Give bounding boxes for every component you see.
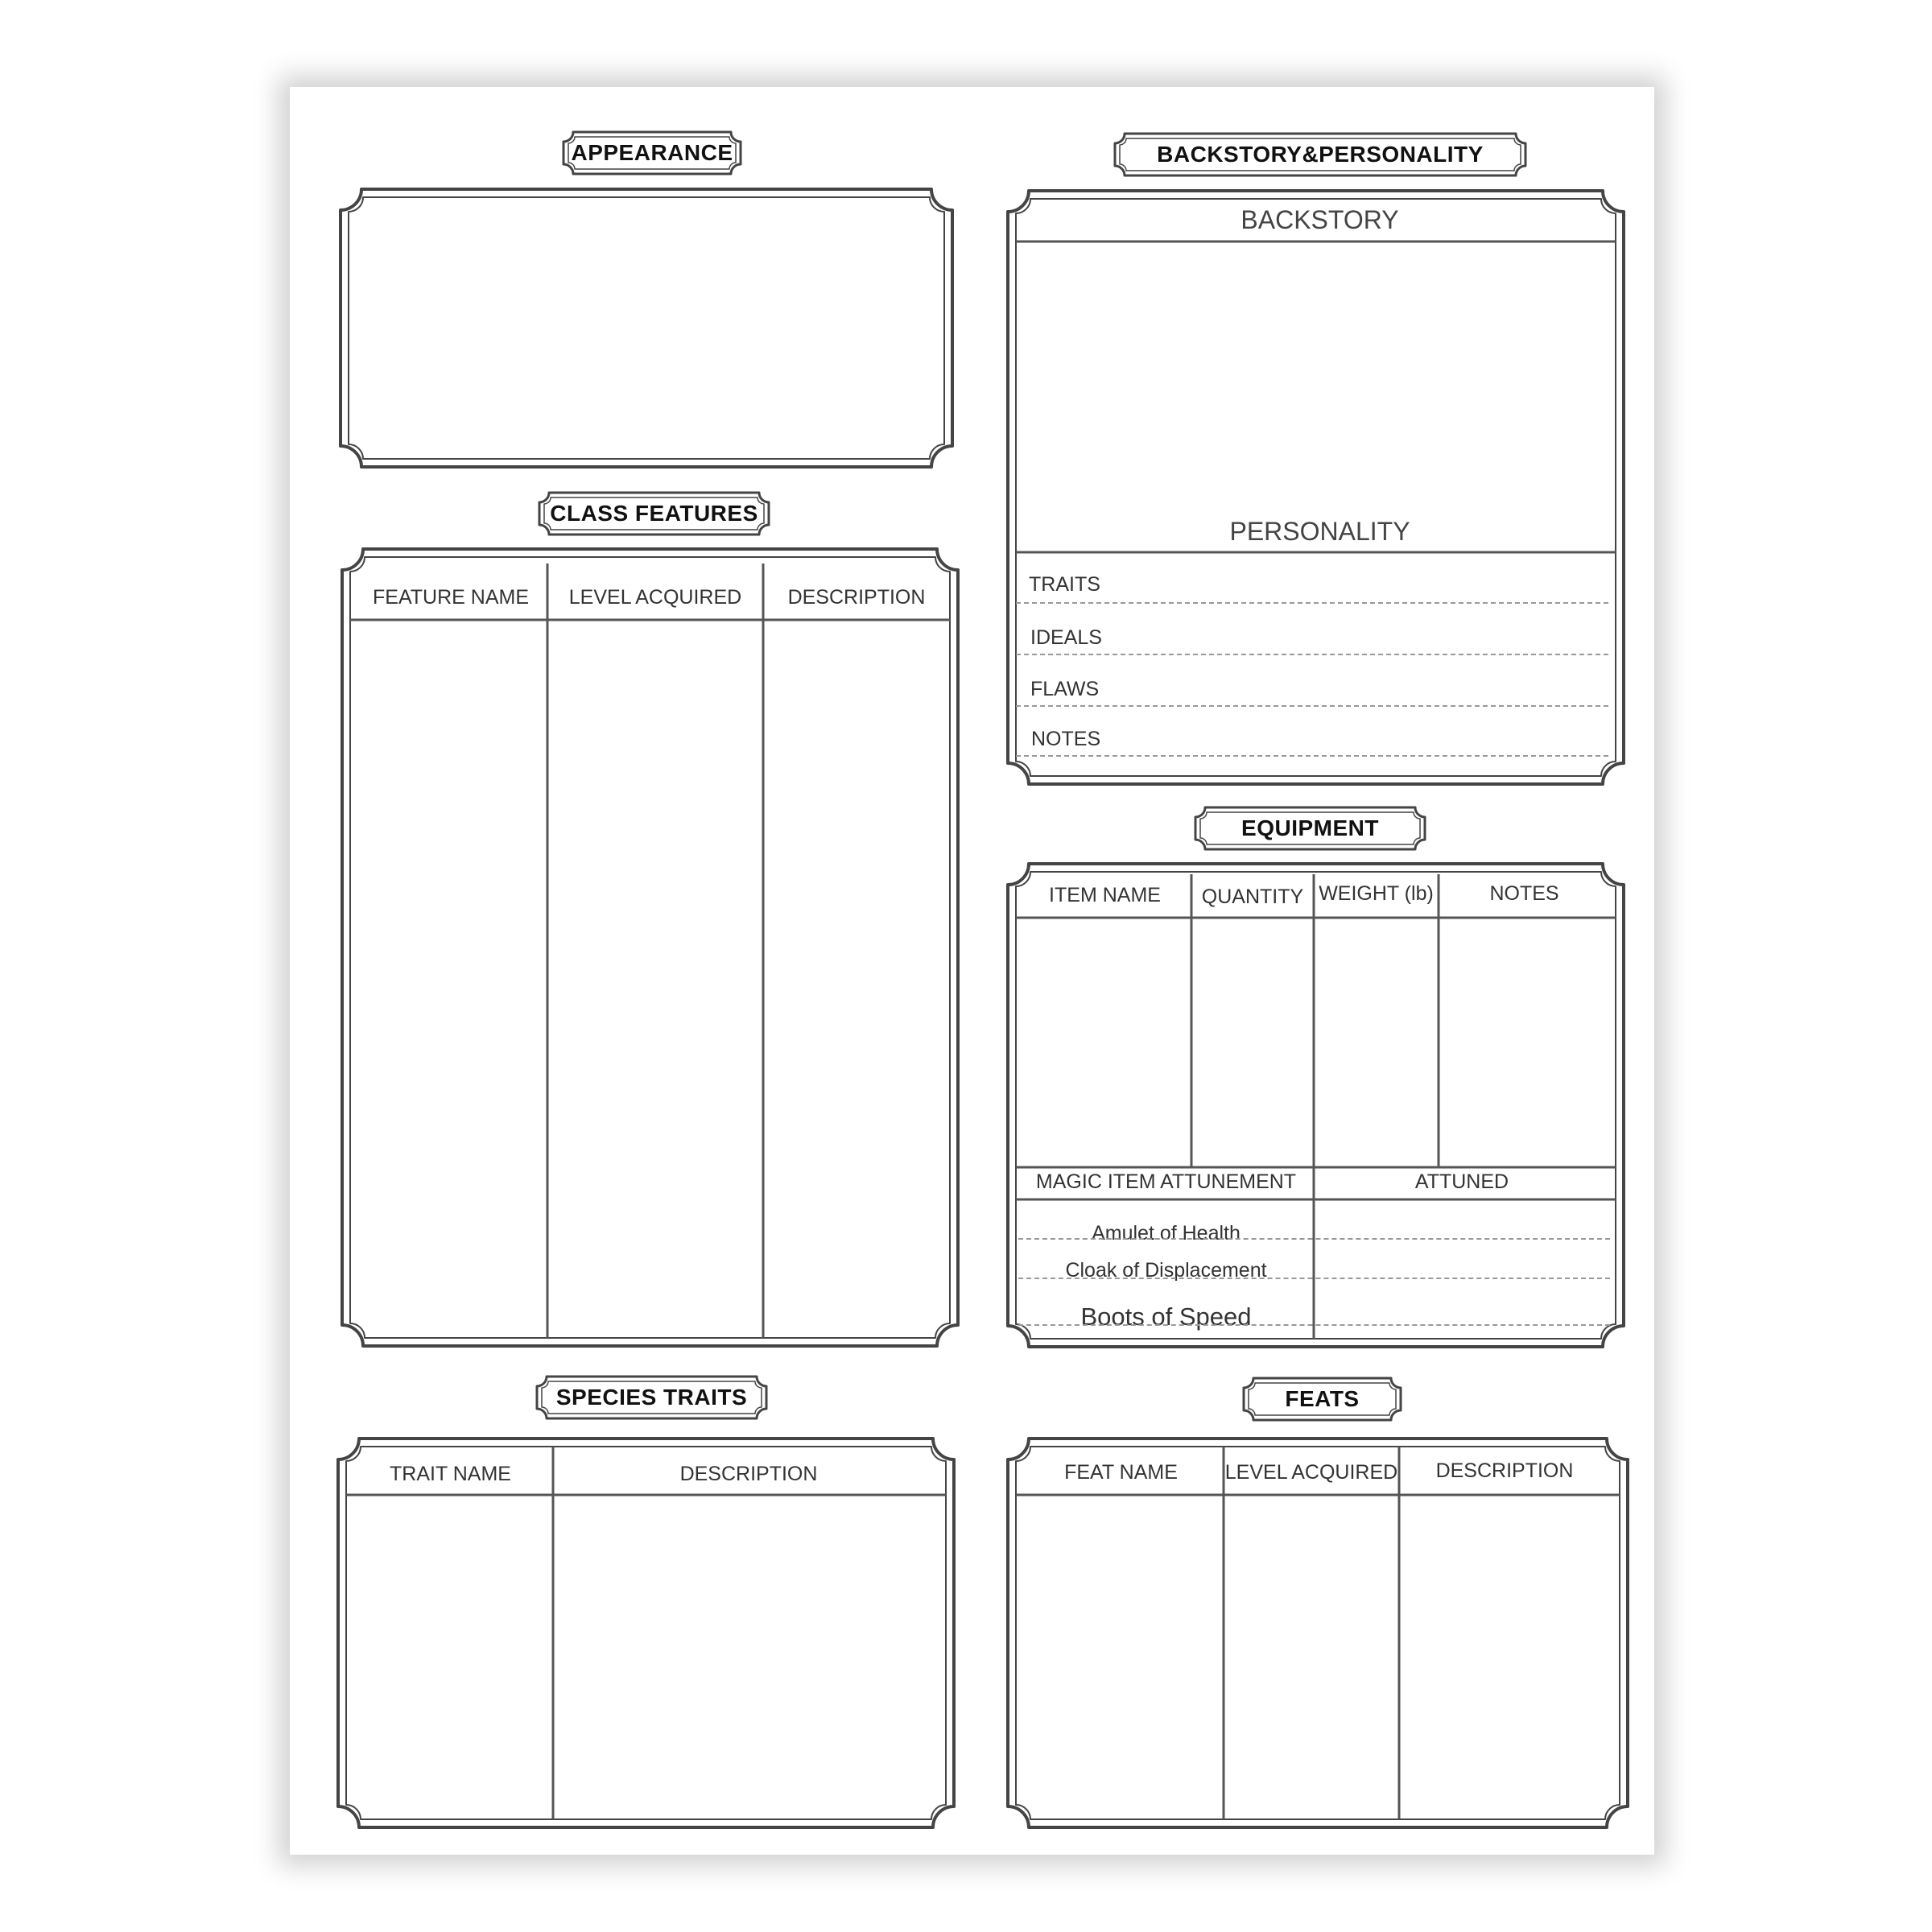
- equipment-col-quantity: QUANTITY: [1201, 885, 1304, 908]
- ideals-label: IDEALS: [1030, 626, 1102, 649]
- class-features-col-description: DESCRIPTION: [787, 585, 926, 609]
- flaws-line: [1016, 705, 1608, 707]
- class-features-col-level-acquired: LEVEL ACQUIRED: [568, 585, 742, 609]
- appearance-title: APPEARANCE: [571, 140, 733, 165]
- feats-col-feat-name: FEAT NAME: [1064, 1460, 1178, 1484]
- ideals-line: [1016, 654, 1608, 655]
- backstory-personality-title: BACKSTORY&PERSONALITY: [1157, 142, 1484, 167]
- flaws-label: FLAWS: [1030, 678, 1100, 700]
- species-traits-frame-outer: [338, 1439, 954, 1827]
- class-features-frame-outer: [342, 549, 958, 1346]
- class-features-frame-inner: [350, 557, 950, 1338]
- magic-item-attunement-header: MAGIC ITEM ATTUNEMENT: [1035, 1170, 1297, 1193]
- feats-frame-outer: [1008, 1439, 1628, 1827]
- feats-title: FEATS: [1285, 1386, 1360, 1411]
- attuned-header: ATTUNED: [1414, 1170, 1509, 1193]
- notes-line: [1016, 755, 1608, 757]
- magic-item-boots-of-speed: Boots of Speed: [1080, 1302, 1252, 1331]
- feats-col-level-acquired: LEVEL ACQUIRED: [1224, 1460, 1398, 1484]
- equipment-col-item-name: ITEM NAME: [1049, 883, 1161, 906]
- attune-line-1: [1018, 1238, 1610, 1240]
- equipment-title: EQUIPMENT: [1241, 815, 1379, 840]
- feats-col-description: DESCRIPTION: [1435, 1459, 1574, 1482]
- appearance-frame-inner: [349, 197, 944, 459]
- traits-line: [1016, 602, 1608, 604]
- magic-item-cloak-of-displacement: Cloak of Displacement: [1065, 1258, 1267, 1282]
- appearance-frame-outer: [341, 189, 952, 467]
- backstory-label: BACKSTORY: [1241, 204, 1399, 234]
- backstory-frame-outer: [1008, 191, 1624, 784]
- equipment-col-notes: NOTES: [1489, 881, 1559, 905]
- attune-line-2: [1018, 1278, 1610, 1279]
- species-col-description: DESCRIPTION: [679, 1462, 818, 1485]
- class-features-title: CLASS FEATURES: [550, 501, 758, 526]
- species-col-trait-name: TRAIT NAME: [390, 1462, 511, 1485]
- class-features-col-feature-name: FEATURE NAME: [373, 585, 529, 609]
- equipment-col-weight: WEIGHT (lb): [1319, 881, 1434, 905]
- feats-frame-inner: [1016, 1447, 1620, 1819]
- traits-label: TRAITS: [1029, 573, 1100, 596]
- species-traits-title: SPECIES TRAITS: [555, 1385, 748, 1410]
- attune-line-3: [1018, 1324, 1610, 1326]
- notes-label: NOTES: [1031, 728, 1101, 750]
- backstory-frame-inner: [1016, 199, 1616, 776]
- species-traits-frame-inner: [346, 1447, 946, 1819]
- magic-item-amulet-of-health: Amulet of Health: [1092, 1221, 1241, 1245]
- personality-label: PERSONALITY: [1229, 516, 1410, 546]
